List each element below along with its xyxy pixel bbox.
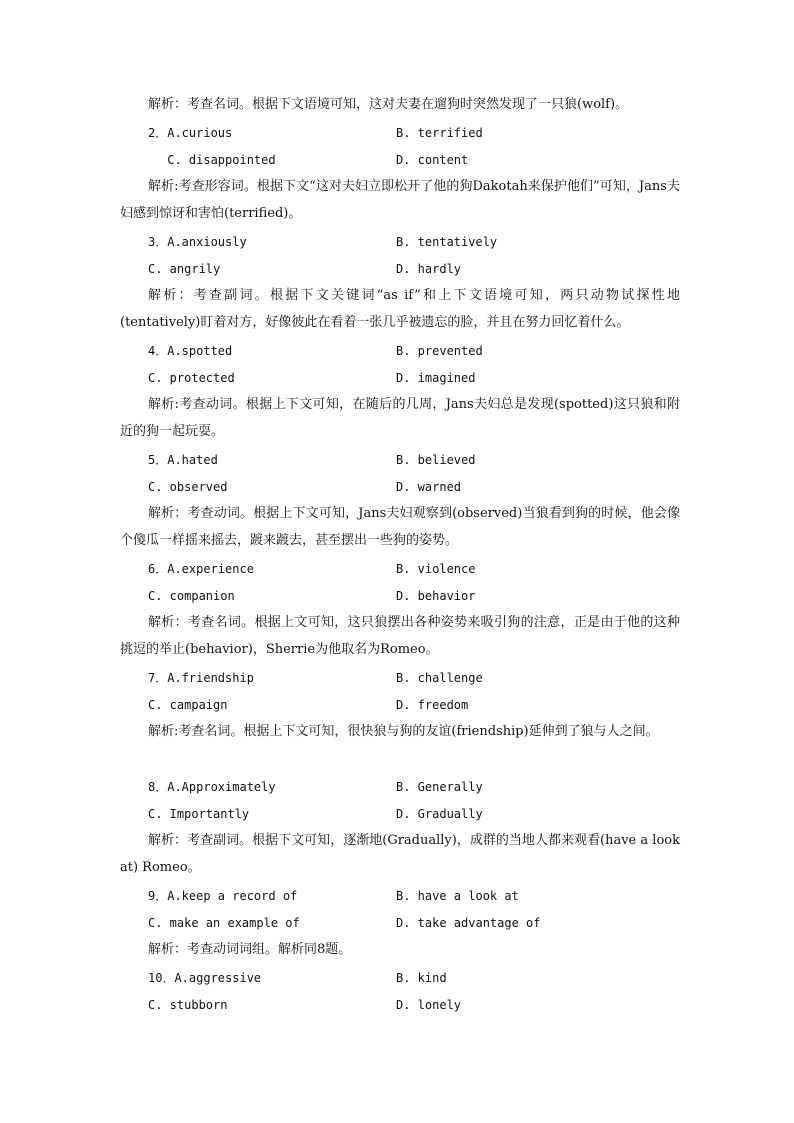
option-a: 6．A.experience bbox=[148, 562, 254, 576]
option-a: 3．A.anxiously bbox=[148, 235, 247, 249]
option-d: D. take advantage of bbox=[396, 916, 541, 930]
option-c: C. campaign bbox=[148, 698, 228, 712]
explanation-9: 解析：考查动词词组。解析同8题。 bbox=[148, 942, 352, 957]
option-c: C. disappointed bbox=[167, 153, 276, 167]
explanation-8: 解析：考查副词。根据下文可知，逐渐地(Gradually)，成群的当地人都来观看(have a look at) Romeo。 bbox=[120, 833, 680, 875]
option-c: C. companion bbox=[148, 589, 235, 603]
option-a: 9．A.keep a record of bbox=[148, 889, 298, 903]
explanation-5: 解析：考查动词。根据上下文可知，Jans夫妇观察到(observed)当狼看到狗的时候，他会像个傻瓜一样摇来摇去，踱来踱去，甚至摆出一些狗的姿势。 bbox=[120, 506, 680, 548]
option-b: B. believed bbox=[396, 453, 476, 467]
explanation-4: 解析:考查动词。根据上下文可知，在随后的几周，Jans夫妇总是发现(spotted)这只狼和附近的狗一起玩耍。 bbox=[120, 397, 680, 439]
option-a: 2．A.curious bbox=[148, 126, 233, 140]
option-b: B. prevented bbox=[396, 344, 483, 358]
option-c: C. make an example of bbox=[148, 916, 300, 930]
option-b: B. Generally bbox=[396, 780, 483, 794]
option-a: 5．A.hated bbox=[148, 453, 218, 467]
option-b: B. terrified bbox=[396, 126, 483, 140]
option-d: D. imagined bbox=[396, 371, 476, 385]
option-d: D. hardly bbox=[396, 262, 462, 276]
option-b: B. have a look at bbox=[396, 889, 519, 903]
option-c: C. stubborn bbox=[148, 998, 228, 1012]
option-d: D. content bbox=[396, 153, 469, 167]
explanation-6: 解析：考查名词。根据上文可知，这只狼摆出各种姿势来吸引狗的注意，正是由于他的这种挑逗的举止(behavior)，Sherrie为他取名为Romeo。 bbox=[120, 615, 680, 657]
option-c: C. protected bbox=[148, 371, 235, 385]
option-a: 10．A.aggressive bbox=[148, 971, 262, 985]
option-b: B. violence bbox=[396, 562, 476, 576]
option-d: D. warned bbox=[396, 480, 462, 494]
option-b: B. challenge bbox=[396, 671, 483, 685]
option-a: 7．A.friendship bbox=[148, 671, 254, 685]
option-d: D. Gradually bbox=[396, 807, 483, 821]
option-b: B. kind bbox=[396, 971, 447, 985]
option-a: 4．A.spotted bbox=[148, 344, 233, 358]
option-b: B. tentatively bbox=[396, 235, 498, 249]
option-d: D. freedom bbox=[396, 698, 469, 712]
explanation-7: 解析:考查名词。根据上下文可知，很快狼与狗的友谊(friendship)延伸到了狼与人之间。 bbox=[148, 724, 659, 739]
option-c: C. Importantly bbox=[148, 807, 250, 821]
option-d: D. lonely bbox=[396, 998, 462, 1012]
explanation-3: 解析：考查副词。根据下文关键词“as if”和上下文语境可知，两只动物试探性地(tentatively)盯着对方，好像彼此在看着一张几乎被遗忘的脸，并且在努力回忆着什么。 bbox=[120, 288, 680, 330]
option-a: 8．A.Approximately bbox=[148, 780, 276, 794]
option-c: C. angrily bbox=[148, 262, 221, 276]
option-c: C. observed bbox=[148, 480, 228, 494]
explanation-1: 解析：考查名词。根据下文语境可知，这对夫妻在遛狗时突然发现了一只狼(wolf)。 bbox=[148, 97, 629, 112]
option-d: D. behavior bbox=[396, 589, 476, 603]
explanation-2: 解析:考查形容词。根据下文“这对夫妇立即松开了他的狗Dakotah来保护他们”可知，Jans夫妇感到惊讶和害怕(terrified)。 bbox=[120, 179, 680, 221]
